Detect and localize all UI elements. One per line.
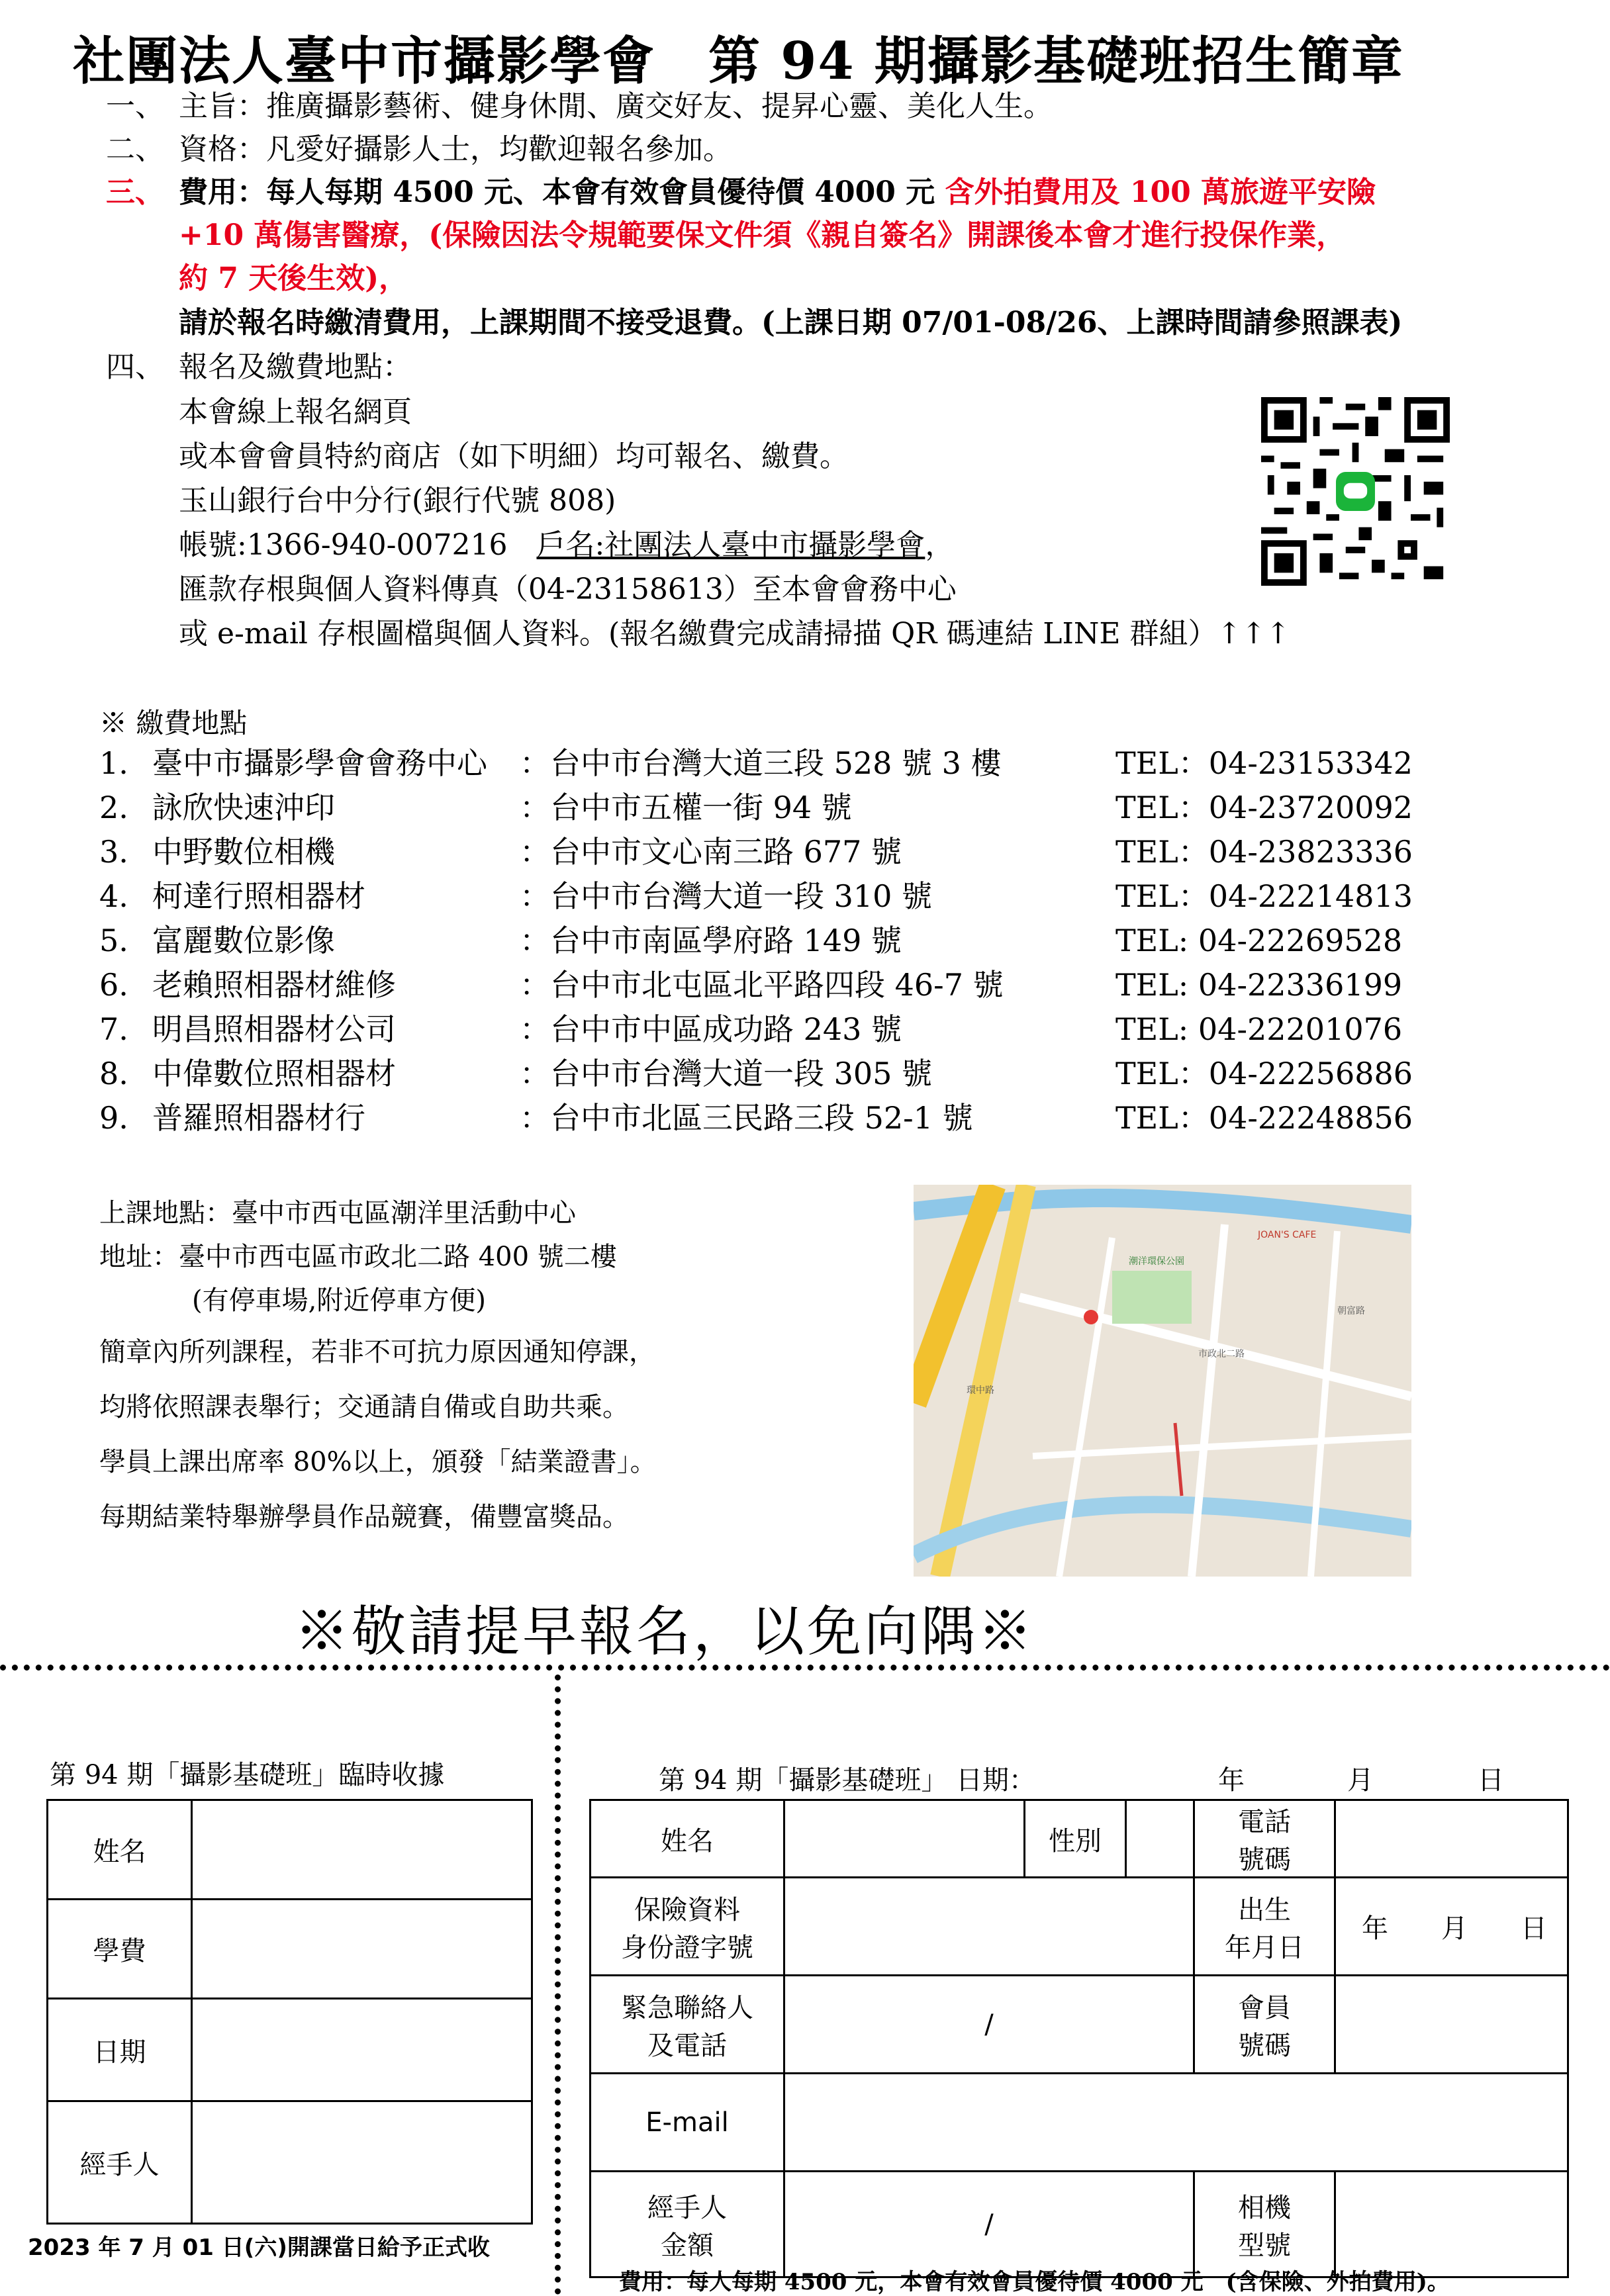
receipt-title: 第 94 期「攝影基礎班」臨時收據 — [50, 1760, 445, 1790]
form-name-field[interactable] — [784, 1800, 1025, 1878]
map-poi-cafe: JOAN'S CAFE — [1258, 1230, 1317, 1240]
form-label-phone: 電話 號碼 — [1194, 1800, 1335, 1878]
location-number: 9. — [99, 1100, 128, 1136]
location-map[interactable] — [914, 1185, 1411, 1577]
location-phone: TEL: 04-22336199 — [1115, 967, 1403, 1003]
bank-account: 帳號:1366-940-007216 戶名:社團法人臺中市攝影學會， — [179, 528, 955, 562]
location-address: ：台中市文心南三路 677 號 — [520, 834, 902, 870]
location-phone: TEL: 04-22269528 — [1115, 923, 1403, 958]
form-label-birth: 出生 年月日 — [1194, 1878, 1335, 1976]
page-title: 社團法人臺中市攝影學會 第 94 期攝影基礎班招生簡章 — [73, 31, 1404, 91]
form-email-field[interactable] — [784, 2074, 1568, 2172]
class-place: 上課地點：臺中市西屯區潮洋里活動中心 — [99, 1198, 576, 1228]
map-poi-street: 朝富路 — [1337, 1306, 1365, 1316]
location-name: 老賴照相器材維修 — [152, 967, 396, 1003]
location-number: 1. — [99, 745, 128, 781]
location-name: 詠欣快速沖印 — [152, 790, 335, 825]
receipt-label-date: 日期 — [48, 1999, 192, 2101]
email-info: 或 e-mail 存根圖檔與個人資料。(報名繳費完成請掃描 QR 碼連結 LINE 群組）↑↑↑ — [179, 617, 1291, 651]
receipt-handler-field[interactable] — [192, 2101, 532, 2224]
location-name: 柯達行照相器材 — [152, 878, 365, 914]
map-poi-park: 潮洋環保公園 — [1129, 1256, 1184, 1267]
form-id-field[interactable] — [784, 1878, 1194, 1976]
section-3: 三、 費用：每人每期 4500 元、本會有效會員優待價 4000 元 含外拍費用及 100 萬旅遊平安險 — [106, 175, 1376, 209]
location-number: 2. — [99, 790, 128, 825]
form-title: 第 94 期「攝影基礎班」 日期： — [659, 1765, 1036, 1796]
section-1: 一、 主旨：推廣攝影藝術、健身休閒、廣交好友、提昇心靈、美化人生。 — [106, 89, 1053, 123]
form-label-name: 姓名 — [591, 1800, 784, 1878]
slogan: ※敬請提早報名，以免向隅※ — [295, 1600, 1035, 1663]
location-number: 5. — [99, 923, 128, 958]
location-name: 普羅照相器材行 — [152, 1100, 365, 1136]
location-name: 中野數位相機 — [152, 834, 335, 870]
form-date-month: 月 — [1347, 1765, 1374, 1796]
registration-form-table — [589, 1799, 1569, 2278]
location-number: 4. — [99, 878, 128, 914]
bank-name: 玉山銀行台中分行(銀行代號 808) — [179, 484, 616, 518]
form-member-field[interactable] — [1335, 1976, 1568, 2074]
receipt-label-fee: 學費 — [48, 1900, 192, 1999]
section-3-effective: 約 7 天後生效)， — [179, 261, 408, 295]
form-label-camera: 相機 型號 — [1194, 2172, 1335, 2277]
location-row — [0, 830, 1610, 874]
form-label-id: 保險資料 身份證字號 — [591, 1878, 784, 1976]
form-footer: 費用：每人每期 4500 元，本會有效會員優待價 4000 元 (含保險、外拍費用)。 — [619, 2269, 1450, 2295]
location-row — [0, 874, 1610, 919]
receipt-label-handler: 經手人 — [48, 2101, 192, 2224]
form-gender-field[interactable] — [1126, 1800, 1194, 1878]
receipt-footer: 2023 年 7 月 01 日(六)開課當日給予正式收 — [28, 2234, 490, 2261]
location-address: ：台中市北屯區北平路四段 46-7 號 — [520, 967, 1004, 1003]
fax-info: 匯款存根與個人資料傳真（04-23158613）至本會會務中心 — [179, 573, 957, 606]
signup-store: 或本會會員特約商店（如下明細）均可報名、繳費。 — [179, 439, 849, 473]
class-note-3: 學員上課出席率 80%以上，頒發「結業證書」。 — [99, 1447, 657, 1477]
section-3-insurance: +10 萬傷害醫療，(保險因法令規範要保文件須《親自簽名》開課後本會才進行投保作業， — [179, 218, 1346, 252]
location-name: 富麗數位影像 — [152, 923, 335, 958]
section-2: 二、 資格：凡愛好攝影人士，均歡迎報名參加。 — [106, 132, 732, 166]
location-address: ：台中市台灣大道一段 305 號 — [520, 1056, 933, 1091]
receipt-name-field[interactable] — [192, 1800, 532, 1900]
location-address: ：台中市中區成功路 243 號 — [520, 1011, 902, 1047]
class-note-4: 每期結業特舉辦學員作品競賽，備豐富獎品。 — [99, 1502, 629, 1532]
cut-line-vertical — [555, 1675, 561, 2295]
receipt-table — [46, 1799, 533, 2225]
location-phone: TEL：04-23720092 — [1115, 790, 1413, 825]
location-name: 中偉數位照相器材 — [152, 1056, 396, 1091]
cut-line-horizontal — [0, 1665, 1610, 1671]
map-poi-ring: 環中路 — [967, 1385, 994, 1396]
receipt-fee-field[interactable] — [192, 1900, 532, 1999]
form-label-member: 會員 號碼 — [1194, 1976, 1335, 2074]
location-phone: TEL：04-22248856 — [1115, 1100, 1413, 1136]
form-date-year: 年 — [1218, 1765, 1245, 1796]
class-parking: (有停車場,附近停車方便) — [192, 1285, 486, 1316]
location-number: 3. — [99, 834, 128, 870]
location-row — [0, 1052, 1610, 1096]
location-row — [0, 1096, 1610, 1140]
class-note-1: 簡章內所列課程，若非不可抗力原因通知停課， — [99, 1337, 655, 1367]
location-address: ：台中市台灣大道三段 528 號 3 樓 — [520, 745, 1002, 781]
receipt-date-field[interactable] — [192, 1999, 532, 2101]
class-note-2: 均將依照課表舉行；交通請自備或自助共乘。 — [99, 1392, 629, 1422]
location-phone: TEL：04-23823336 — [1115, 834, 1413, 870]
form-emergency-field[interactable]: / — [784, 1976, 1194, 2074]
map-drawing — [914, 1185, 1411, 1577]
location-phone: TEL：04-22214813 — [1115, 878, 1413, 914]
location-row — [0, 786, 1610, 830]
location-phone: TEL：04-23153342 — [1115, 745, 1413, 781]
location-name: 臺中市攝影學會會務中心 — [152, 745, 487, 781]
location-address: ：台中市北區三民路三段 52-1 號 — [520, 1100, 973, 1136]
location-address: ：台中市南區學府路 149 號 — [520, 923, 902, 958]
location-number: 6. — [99, 967, 128, 1003]
location-phone: TEL：04-22256886 — [1115, 1056, 1413, 1091]
location-phone: TEL: 04-22201076 — [1115, 1011, 1403, 1047]
locations-header: ※ 繳費地點 — [99, 707, 248, 739]
form-phone-field[interactable] — [1335, 1800, 1568, 1878]
location-row — [0, 741, 1610, 786]
location-number: 8. — [99, 1056, 128, 1091]
location-number: 7. — [99, 1011, 128, 1047]
location-address: ：台中市台灣大道一段 310 號 — [520, 878, 933, 914]
location-row — [0, 1007, 1610, 1052]
form-birth-field[interactable]: 年 月 日 — [1335, 1878, 1568, 1976]
location-name: 明昌照相器材公司 — [152, 1011, 396, 1047]
location-address: ：台中市五權一街 94 號 — [520, 790, 852, 825]
section-4: 四、 報名及繳費地點： — [106, 350, 412, 384]
section-3-note: 請於報名時繳清費用，上課期間不接受退費。(上課日期 07/01-08/26、上課時間請參照課表) — [179, 306, 1403, 340]
form-date-day: 日 — [1478, 1765, 1504, 1796]
form-handler-field[interactable]: / — [784, 2172, 1194, 2277]
form-label-gender: 性別 — [1025, 1800, 1126, 1878]
line-qr-code[interactable] — [1261, 397, 1450, 586]
location-row — [0, 963, 1610, 1007]
form-camera-field[interactable] — [1335, 2172, 1568, 2277]
form-label-emergency: 緊急聯絡人 及電話 — [591, 1976, 784, 2074]
form-label-email: E-mail — [591, 2074, 784, 2172]
signup-web: 本會線上報名網頁 — [179, 395, 412, 429]
class-address: 地址：臺中市西屯區市政北二路 400 號二樓 — [99, 1242, 617, 1272]
location-row — [0, 919, 1610, 963]
form-label-handler: 經手人 金額 — [591, 2172, 784, 2277]
map-poi-road: 市政北二路 — [1198, 1349, 1245, 1359]
receipt-label-name: 姓名 — [48, 1800, 192, 1900]
